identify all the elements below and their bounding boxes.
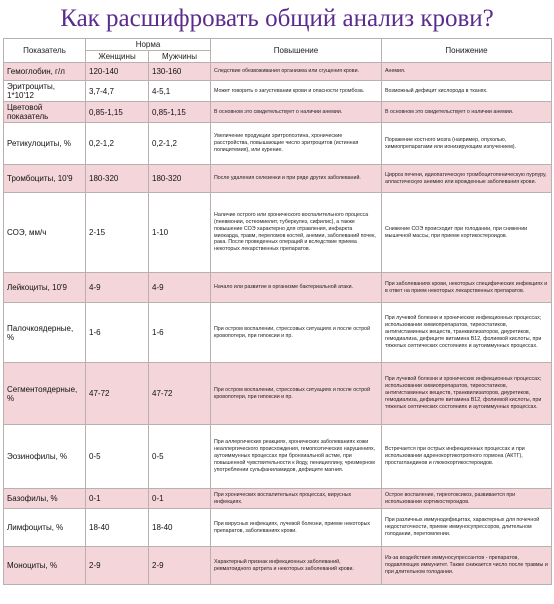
row-decrease: Цирроз печени, идиопатическую тромбоцитопеническую пурпуру, апластическую анемию или врожденные заболевания крови.	[382, 165, 552, 193]
row-norm-men: 2-9	[149, 547, 211, 585]
row-norm-men: 4-5,1	[149, 81, 211, 102]
row-indicator: Сегментоядерные, %	[4, 363, 86, 425]
row-increase: Начало или развитие в организме бактериальной атаки.	[211, 273, 382, 303]
table-row	[4, 363, 552, 425]
row-norm-women: 0-1	[86, 489, 149, 509]
header-women: Женщины	[86, 51, 149, 63]
row-increase: При вирусных инфекциях, лучевой болезни, приеме некоторых препаратов, заболеваниях крови.	[211, 509, 382, 547]
row-indicator: Эритроциты, 1*10'12	[4, 81, 86, 102]
header-decrease: Понижение	[382, 39, 552, 63]
row-decrease: При лучевой болезни и хронических инфекционных процессах; использовании химиопрепаратов, тиреостатиков, антигистаминных веществ, транквилизаторов, диуретиков, гемодиализа, дефиците витамина В12, фолиевой кислоты, при тяжелых септических состояниях и аутоиммунных процессах.	[382, 363, 552, 425]
row-increase: При аллергических реакциях, хронических заболеваниях кожи неаллергического происхождения, гемопоэтических нарушениях, аутоиммунных процессах при бронхиальной астме, при повышенной чувствительности к йоду, пенициллину, чрезмерном употреблении сульфаниламидов, дефиците магния.	[211, 425, 382, 489]
row-decrease: Возможный дефицит кислорода в тканях.	[382, 81, 552, 102]
row-decrease: Встречается при острых инфекционных процессах и при использовании адренокортикотропного гормона (АКТГ), простагландинов и глюкокортикостероидов.	[382, 425, 552, 489]
row-decrease: Поражение костного мозга (например, опухолью, химиопрепаратами или ионизирующим излучением).	[382, 123, 552, 165]
table-row	[4, 509, 552, 547]
row-norm-women: 180-320	[86, 165, 149, 193]
row-increase: При остром воспалении, стрессовых ситуациях и после острой кровопотери, при гипоксии и пр.	[211, 303, 382, 363]
table-row	[4, 547, 552, 585]
row-decrease: Из-за воздействия иммуносупрессантов - препаратов, подавляющих иммунитет. Также снижается число после травмы и при длительном голодании.	[382, 547, 552, 585]
row-norm-women: 2-15	[86, 193, 149, 273]
row-norm-women: 18-40	[86, 509, 149, 547]
row-norm-men: 0-1	[149, 489, 211, 509]
row-norm-men: 0,2-1,2	[149, 123, 211, 165]
row-indicator: Эозинофилы, %	[4, 425, 86, 489]
row-indicator: СОЭ, мм/ч	[4, 193, 86, 273]
header-indicator: Показатель	[4, 39, 86, 63]
table-row	[4, 489, 552, 509]
row-norm-men: 0-5	[149, 425, 211, 489]
row-norm-men: 47-72	[149, 363, 211, 425]
table-row	[4, 102, 552, 123]
row-indicator: Лимфоциты, %	[4, 509, 86, 547]
row-norm-women: 47-72	[86, 363, 149, 425]
row-decrease: Острое воспаление, тиреотоксикоз, развивается при использовании кортикостероидов.	[382, 489, 552, 509]
row-norm-men: 18-40	[149, 509, 211, 547]
row-decrease: Снижение СОЭ происходит при голодании, при снижении мышечной массы, при приеме кортикостероидов.	[382, 193, 552, 273]
row-norm-women: 0-5	[86, 425, 149, 489]
row-increase: Характерный признак инфекционных заболеваний, ревматоидного артрита и некоторых заболеваний крови.	[211, 547, 382, 585]
row-indicator: Лейкоциты, 10'9	[4, 273, 86, 303]
row-norm-men: 130-160	[149, 63, 211, 81]
row-increase: Может говорить о загустевании крови и опасности тромбоза.	[211, 81, 382, 102]
table-row	[4, 81, 552, 102]
row-norm-women: 3,7-4,7	[86, 81, 149, 102]
row-norm-women: 1-6	[86, 303, 149, 363]
header-men: Мужчины	[149, 51, 211, 63]
row-indicator: Базофилы, %	[4, 489, 86, 509]
row-increase: При остром воспалении, стрессовых ситуациях и после острой кровопотери, при гипоксии и пр.	[211, 363, 382, 425]
row-indicator: Тромбоциты, 10'9	[4, 165, 86, 193]
row-decrease: В основном это свидетельствует о наличии анемии.	[382, 102, 552, 123]
row-norm-men: 4-9	[149, 273, 211, 303]
table-row	[4, 273, 552, 303]
row-norm-men: 1-10	[149, 193, 211, 273]
row-norm-men: 0,85-1,15	[149, 102, 211, 123]
page-title: Как расшифровать общий анализ крови?	[60, 5, 494, 32]
header-norm: Норма	[86, 39, 211, 51]
table-row	[4, 165, 552, 193]
row-decrease: Анемия.	[382, 63, 552, 81]
row-norm-women: 0,2-1,2	[86, 123, 149, 165]
row-decrease: При заболеваниях крови, некоторых специфических инфекциях и в ответ на прием некоторых лекарственных препаратов.	[382, 273, 552, 303]
row-increase: После удаления селезенки и при ряде других заболеваний.	[211, 165, 382, 193]
row-norm-men: 1-6	[149, 303, 211, 363]
row-increase: Следствие обезвоживания организма или сгущения крови.	[211, 63, 382, 81]
row-norm-women: 0,85-1,15	[86, 102, 149, 123]
row-increase: В основном это свидетельствует о наличии анемии.	[211, 102, 382, 123]
row-norm-women: 120-140	[86, 63, 149, 81]
table-row	[4, 193, 552, 273]
table-row	[4, 303, 552, 363]
row-increase: При хронических воспалительных процессах, вирусных инфекциях.	[211, 489, 382, 509]
header-increase: Повышение	[211, 39, 382, 63]
row-indicator: Гемоглобин, г/л	[4, 63, 86, 81]
row-norm-women: 4-9	[86, 273, 149, 303]
table-row	[4, 123, 552, 165]
blood-test-table	[3, 38, 552, 585]
row-indicator: Ретикулоциты, %	[4, 123, 86, 165]
row-indicator: Палочкоядерные, %	[4, 303, 86, 363]
row-norm-men: 180-320	[149, 165, 211, 193]
row-indicator: Цветовой показатель	[4, 102, 86, 123]
table-row	[4, 63, 552, 81]
row-decrease: При лучевой болезни и хронических инфекционных процессах; использовании химиопрепаратов, тиреостатиков, антигистаминных веществ, транквилизаторов, диуретиков, гемодиализа, дефиците витамина В12, фолиевой кислоты, при тяжелых септических состояниях и аутоиммунных процессах.	[382, 303, 552, 363]
table-row	[4, 425, 552, 489]
row-indicator: Моноциты, %	[4, 547, 86, 585]
row-norm-women: 2-9	[86, 547, 149, 585]
row-increase: Наличие острого или хронического воспалительного процесса (пневмонии, остеомиелит, туберкулез, сифилис), а также повышение СОЭ характерно для отравления, инфаркта миокарда, травм, переломов костей, анемии, заболеваний почек, рака. После проведенных операций и вследствие приема некоторых лекарственных препаратов.	[211, 193, 382, 273]
row-decrease: При различных иммунодефицитах, характерных для почечной недостаточности, приеме иммуносупрессоров, длительном голодании, перетомлении.	[382, 509, 552, 547]
row-increase: Увеличение продукции эритропоэтина, хронические расстройства, повышающие число эритроцитов (истинная полицитемия), или курение.	[211, 123, 382, 165]
